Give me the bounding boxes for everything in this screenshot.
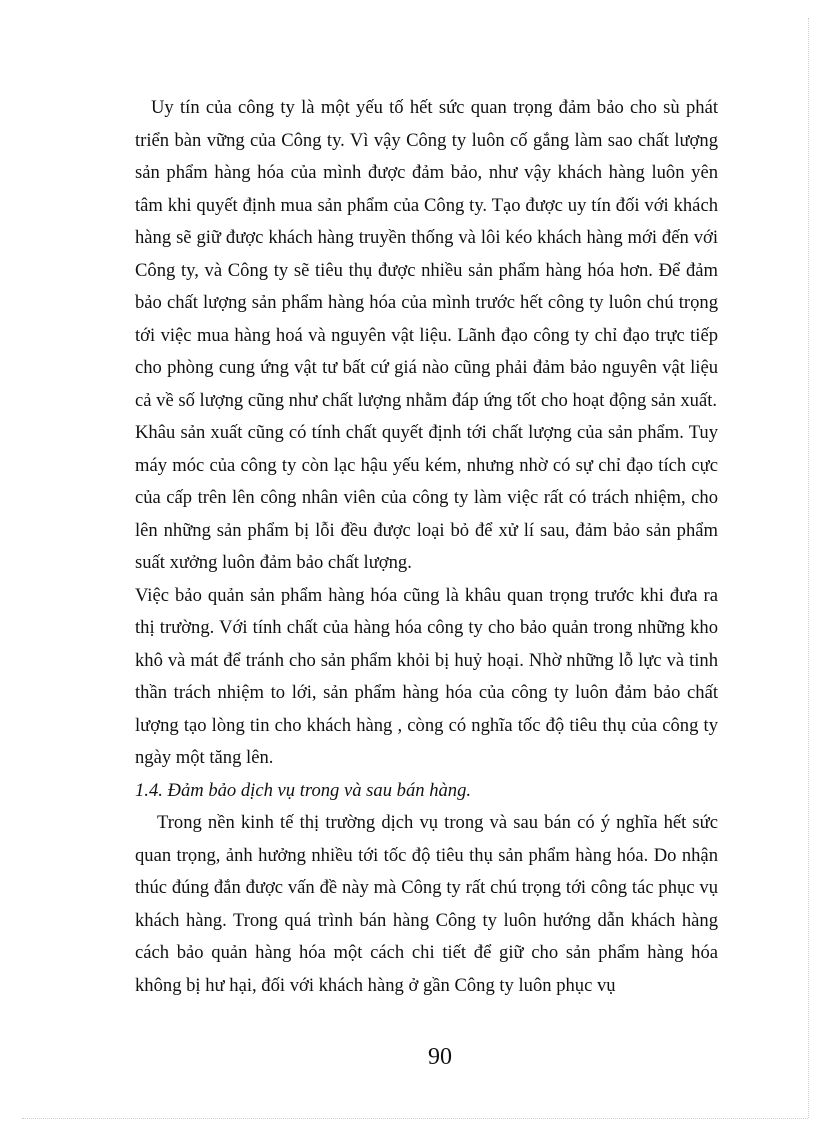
section-heading: 1.4. Đảm bảo dịch vụ trong và sau bán hàng. bbox=[135, 779, 472, 801]
paragraph-production: Khâu sản xuất cũng có tính chất quyết định tới chất lượng của sản phẩm. Tuy máy móc của công ty còn lạc hậu yếu kém, nhưng nhờ có sự chỉ đạo tích cực của cấp trên lên công nhân viên của công ty làm việc rất có trách nhiệm, cho lên những sản phẩm bị lỗi đều được loại bỏ để xử lí sau, đảm bảo sản phẩm suất xưởng luôn đảm bảo chất lượng. bbox=[135, 422, 718, 573]
page-border-right bbox=[808, 18, 809, 1118]
page-border-bottom bbox=[22, 1118, 808, 1119]
paragraph-after-sales-service: Trong nền kinh tế thị trường dịch vụ trong và sau bán có ý nghĩa hết sức quan trọng, ảnh hưởng nhiều tới tốc độ tiêu thụ sản phẩm hàng hóa. Do nhận thúc đúng đắn được vấn đề này mà Công ty rất chú trọng tới công tác phục vụ khách hàng. Trong quá trình bán hàng Công ty luôn hướng dẫn khách hàng cách bảo quản hàng hóa một cách chi tiết để giữ cho sản phẩm hàng hóa không bị hư hại, đối với khách hàng ở gần Công ty luôn phục vụ bbox=[135, 812, 718, 996]
page-number: 90 bbox=[428, 1044, 452, 1070]
paragraph-storage: Việc bảo quản sản phẩm hàng hóa cũng là khâu quan trọng trước khi đưa ra thị trường. Với tính chất của hàng hóa công ty cho bảo quản trong những kho khô và mát để tránh cho sản phẩm khỏi bị huỷ hoại. Nhờ những lỗ lực và tinh thần trách nhiệm to lới, sản phẩm hàng hóa của công ty luôn đảm bảo chất lượng tạo lòng tin cho khách hàng , còng có nghĩa tốc độ tiêu thụ của công ty ngày một tăng lên. bbox=[135, 584, 718, 768]
page-body bbox=[135, 92, 718, 1002]
paragraph-reputation: Uy tín của công ty là một yếu tố hết sức quan trọng đảm bảo cho sù phát triển bàn vững của Công ty. Vì vậy Công ty luôn cố gắng làm sao chất lượng sản phẩm hàng hóa của mình được đảm bảo, như vậy khách hàng luôn yên tâm khi quyết định mua sản phẩm của Công ty. Tạo được uy tín đối với khách hàng sẽ giữ được khách hàng truyền thống và lôi kéo khách hàng mới đến với Công ty, và Công ty sẽ tiêu thụ được nhiều sản phẩm hàng hóa hơn. Để đảm bảo chất lượng sản phẩm hàng hóa của mình trước hết công ty luôn chú trọng tới việc mua hàng hoá và nguyên vật liệu. Lãnh đạo công ty chỉ đạo trực tiếp cho phòng cung ứng vật tư bất cứ giá nào cũng phải đảm bảo nguyên vật liệu cả về số lượng cũng như chất lượng nhằm đáp ứng tốt cho hoạt động sản xuất. bbox=[135, 97, 718, 411]
